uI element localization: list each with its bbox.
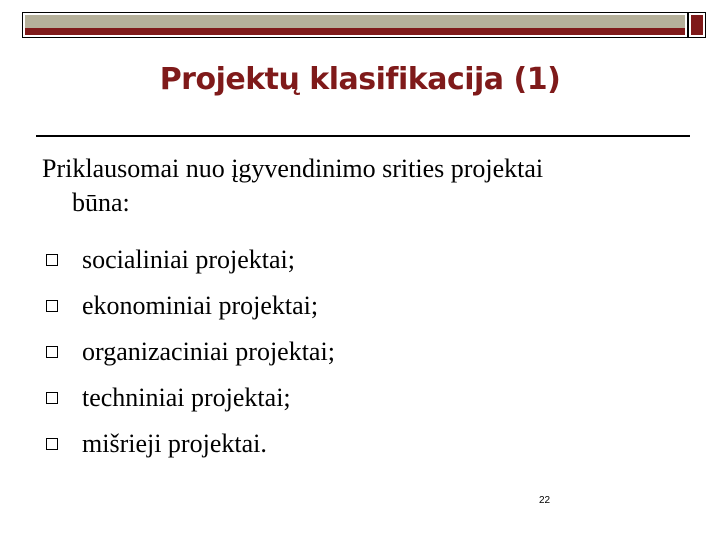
intro-paragraph bbox=[42, 152, 682, 220]
list-item bbox=[42, 329, 335, 375]
hollow-square-bullet-icon bbox=[46, 254, 58, 266]
header-corner-square bbox=[688, 12, 706, 38]
list-item bbox=[42, 421, 335, 467]
title-divider bbox=[36, 135, 690, 137]
intro-line-2: būna: bbox=[72, 188, 130, 217]
header-maroon-stripe bbox=[25, 28, 685, 35]
corner-square-top bbox=[691, 15, 703, 28]
header-decoration-bar bbox=[22, 12, 688, 38]
project-type-list bbox=[42, 237, 335, 467]
list-item-label: techniniai projektai; bbox=[82, 383, 291, 412]
hollow-square-bullet-icon bbox=[46, 438, 58, 450]
hollow-square-bullet-icon bbox=[46, 346, 58, 358]
hollow-square-bullet-icon bbox=[46, 300, 58, 312]
list-item-label: ekonominiai projektai; bbox=[82, 291, 319, 320]
list-item-label: socialiniai projektai; bbox=[82, 245, 295, 274]
list-item bbox=[42, 375, 335, 421]
list-item-label: mišrieji projektai. bbox=[82, 429, 267, 458]
list-item bbox=[42, 283, 335, 329]
header-olive-stripe bbox=[25, 15, 685, 28]
intro-line-1: Priklausomai nuo įgyvendinimo srities projektai bbox=[42, 154, 544, 183]
corner-square-bottom bbox=[691, 28, 703, 35]
list-item-label: organizaciniai projektai; bbox=[82, 337, 335, 366]
page-number: 22 bbox=[539, 495, 551, 506]
list-item bbox=[42, 237, 335, 283]
hollow-square-bullet-icon bbox=[46, 392, 58, 404]
slide-title: Projektų klasifikacija (1) bbox=[159, 62, 561, 97]
